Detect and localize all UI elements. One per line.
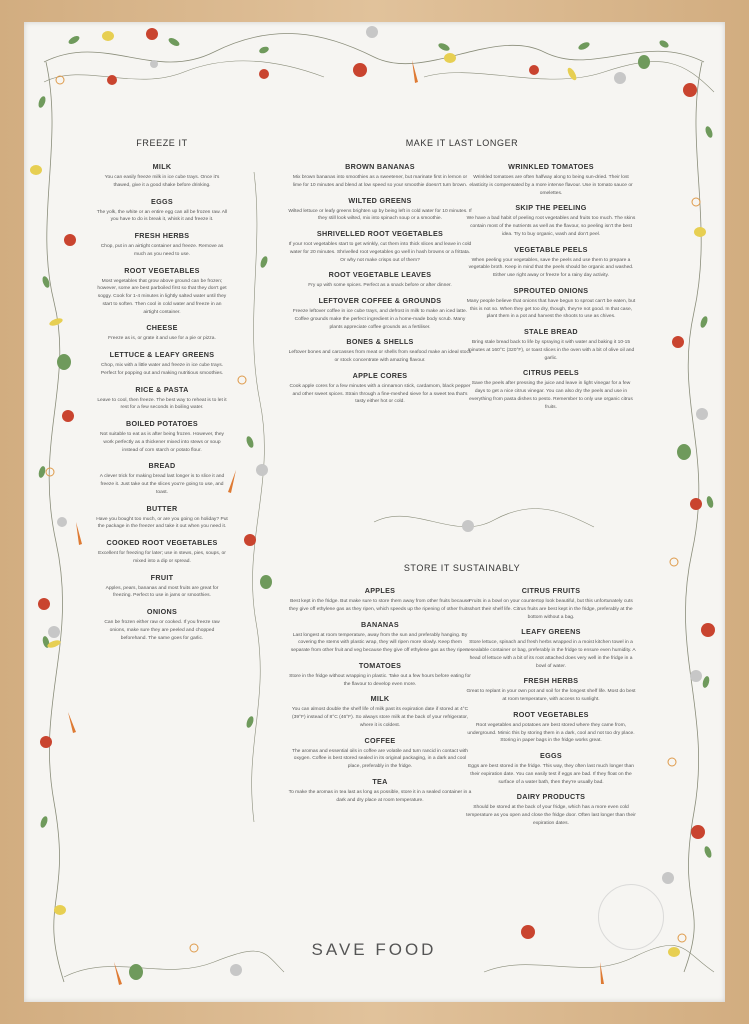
- item-text: Root vegetables and potatoes are best stored where they came from, underground. Mimic this by storing them in a dark, cool and not too dry place. Storing in paper bags in the fridge works great.: [467, 722, 635, 744]
- info-item: [96, 197, 228, 225]
- item-title: TOMATOES: [358, 660, 402, 670]
- info-item: [96, 573, 228, 601]
- info-item: [96, 419, 228, 454]
- info-item: [288, 337, 472, 365]
- item-title: WRINKLED TOMATOES: [508, 162, 594, 171]
- item-title: BUTTER: [146, 503, 178, 513]
- item-title: SHRIVELLED ROOT VEGETABLES: [316, 229, 444, 238]
- item-title: COFFEE: [364, 735, 396, 745]
- info-item: [466, 162, 636, 197]
- info-item: [288, 162, 472, 190]
- item-text: Many people believe that onions that have begun to sprout can't be eaten, but this is not so. When they get too dry, though, they're not good. In that case, plant them in a pot and harvest the shoots to use as chives.: [466, 298, 636, 320]
- info-item: [466, 676, 636, 704]
- item-title: RICE & PASTA: [135, 384, 189, 394]
- info-item: [466, 368, 636, 411]
- item-text: Fruits in a bowl on your countertop look beautiful, but this unfortunately cuts short their shelf life. Citrus fruits are best kept in the fridge, preferably at the bottom without a bag.: [469, 599, 633, 620]
- item-text: Store lettuce, spinach and fresh herbs wrapped in a moist kitchen towel in a resealable container or bag, preferably in the fridge to ensure even humidity. A head of lettuce with a bit of its root attached does very well in the fridge in a bowl of water.: [466, 640, 636, 669]
- item-title: BANANAS: [360, 619, 400, 629]
- info-item: [288, 229, 472, 264]
- item-title: LETTUCE & LEAFY GREENS: [109, 350, 215, 359]
- item-title: STALE BREAD: [524, 327, 578, 336]
- info-item: [96, 231, 228, 259]
- info-item: [288, 586, 472, 614]
- info-item: [288, 736, 472, 771]
- info-item: [96, 162, 228, 190]
- item-text: Fry up with some spices. Perfect as a snack before or after dinner.: [308, 283, 452, 289]
- item-title: ROOT VEGETABLE LEAVES: [328, 270, 432, 280]
- item-text: When peeling your vegetables, save the peels and use them to prepare a vegetable broth. Keep in mind that the peels should be organic and washed. Either use right away or freeze for a rainy day activity.: [468, 257, 634, 278]
- item-text: You can almost double the shelf life of milk past its expiration date if stored at 4°C (39°F) instead of 8°C (46°F). So always store milk at the back of your refrigerator, where it is coldest.: [291, 707, 469, 728]
- item-text: If your root vegetables start to get wrinkly, cut them into thick slices and leave in cold water for 20 minutes. Shrivelled root vegetables go well in hash browns or a frittata. Or why not make crisps out of them?: [288, 242, 472, 263]
- item-text: Store in the fridge without wrapping in plastic. Take out a few hours before eating for the flavour to develop even more.: [289, 673, 471, 687]
- item-text: The yolk, the white or an entire egg can all be frozen raw. All you have to do is break it, whisk it and freeze it.: [96, 209, 228, 223]
- info-item: [466, 203, 636, 238]
- item-text: Wilted lettuce or leafy greens brighten up by being left in cold water for 10 minutes. If they still look wilted, mix into spinach soup or a smoothie.: [288, 208, 472, 222]
- info-item: [466, 245, 636, 280]
- info-item: [96, 350, 228, 378]
- item-title: MILK: [370, 694, 390, 704]
- info-item: [288, 661, 472, 689]
- item-text: Apples, pears, bananas and most fruits are great for freezing. Perfect to use in jams or smoothies.: [105, 585, 219, 599]
- item-text: Save the peels after pressing the juice and leave in light vinegar for a few days to get a nice citrus vinegar. You can also dry the peels and use in everything from pasta dishes to pesto. Remember to only use organic citrus fruits.: [469, 381, 633, 410]
- item-text: Freeze as is, or grate it and use for a pie or pizza.: [108, 336, 216, 342]
- item-text: Bring stale bread back to life by spraying it with water and baking it 10-15 minutes at 160°C (320°F), or toast slices in the oven with a bit of olive oil and garlic.: [467, 340, 635, 361]
- item-title: ROOT VEGETABLES: [124, 265, 200, 275]
- item-text: Great to replant in your own pot and soil for the longest shelf life. Most do best at room temperature, with access to sunlight.: [466, 689, 636, 702]
- item-title: FRESH HERBS: [134, 231, 190, 240]
- store-it-sustainably-left-column: [288, 586, 472, 810]
- info-item: [466, 286, 636, 321]
- item-text: Not suitable to eat as is after being frozen. However, they work perfectly as a thickener mixed into stews or soup instead of corn starch or potato flour.: [100, 432, 224, 453]
- item-title: ROOT VEGETABLES: [513, 709, 589, 719]
- item-text: Leftover bones and carcasses from meat or shells from seafood make an ideal stock or stock concentrate with amazing flavour.: [288, 350, 472, 363]
- info-item: [96, 385, 228, 413]
- info-item: [96, 266, 228, 317]
- item-title: EGGS: [151, 196, 173, 206]
- embossed-stamp: [598, 884, 664, 950]
- info-item: [96, 323, 228, 343]
- freeze-it-heading: FREEZE IT: [136, 138, 188, 148]
- item-text: Can be frozen either raw or cooked. If you freeze raw onions, make sure they are peeled and chopped beforehand. The same goes for garlic.: [104, 620, 220, 641]
- store-it-sustainably-right-column: [466, 586, 636, 834]
- info-item: [288, 371, 472, 406]
- item-title: VEGETABLE PEELS: [514, 244, 588, 254]
- info-item: [96, 504, 228, 532]
- info-item: [288, 777, 472, 805]
- item-text: We have a bad habit of peeling root vegetables and fruits too much. The skins contain most of the nutrients as well as the flavour, so peeling isn't the best idea. Try to buy organic, wash and don't peel.: [466, 216, 636, 237]
- item-text: A clever trick for making bread last longer is to slice it and freeze it. Just take out the slices you're going to use, and toast.: [99, 474, 225, 495]
- item-title: CHEESE: [146, 323, 178, 333]
- info-item: [288, 694, 472, 729]
- item-title: BOILED POTATOES: [126, 419, 198, 428]
- info-item: [466, 327, 636, 362]
- item-text: Have you bought too much, or are you going on holiday? Put the package in the freezer and take it out when you need it.: [96, 516, 228, 530]
- item-title: APPLE CORES: [352, 370, 408, 380]
- item-title: WILTED GREENS: [348, 195, 412, 205]
- item-title: APPLES: [364, 586, 396, 595]
- item-title: LEFTOVER COFFEE & GROUNDS: [318, 296, 442, 305]
- item-text: Cook apple cores for a few minutes with a cinnamon stick, cardamom, black pepper and other sweet spices. Strain through a fine-meshed sieve for a sweet tea that's tasty either hot or cold.: [289, 383, 471, 405]
- item-title: CITRUS FRUITS: [521, 586, 581, 595]
- item-text: Eggs are best stored in the fridge. This way, they often last much longer than their expiration date. You can easily test if eggs are bad. If they float on the surface of a water bath, then they're usually bad.: [468, 764, 634, 785]
- item-title: SKIP THE PEELING: [515, 203, 587, 213]
- item-title: BREAD: [148, 461, 176, 471]
- make-it-last-longer-right-column: [466, 162, 636, 417]
- item-title: LEAFY GREENS: [521, 627, 581, 637]
- item-title: DAIRY PRODUCTS: [516, 792, 586, 802]
- make-it-last-longer-left-column: [288, 162, 472, 412]
- info-item: [288, 270, 472, 290]
- item-text: Freeze leftover coffee in ice cube trays, and defrost in milk to make an iced latte. Coffee grounds make the perfect ingredient in a home-made body scrub. Many plants appreciate coffee grounds as a fertiliser.: [292, 309, 468, 330]
- item-title: BONES & SHELLS: [346, 337, 414, 347]
- item-text: Leave to cool, then freeze. The best way to reheat is to let it rest for a few seconds in boiling water.: [97, 397, 227, 411]
- poster: [24, 22, 725, 1002]
- item-text: Last longest at room temperature, away from the sun and preferably hanging. By covering the stems with plastic wrap, they will ripen more slowly. Keep them separate from other fruit and veg because they give off ethylene gas as they ripen.: [290, 632, 470, 653]
- item-title: SPROUTED ONIONS: [513, 285, 589, 295]
- item-text: To make the aromas in tea last as long as possible, store it in a sealed container in a dark and dry place at room temperature.: [288, 789, 472, 803]
- item-title: COOKED ROOT VEGETABLES: [106, 538, 218, 547]
- item-text: Excellent for freezing for later; use in stews, pies, soups, or mixed into a dip or spread.: [98, 551, 226, 564]
- info-item: [288, 620, 472, 655]
- item-text: Wrinkled tomatoes are often halfway along to being sun-dried. Their lost elasticity is compensated by a more intense flavour. Use in tomato sauce or omelettes.: [469, 175, 633, 196]
- item-title: BROWN BANANAS: [345, 162, 415, 171]
- info-item: [96, 607, 228, 642]
- info-item: [96, 461, 228, 496]
- item-title: EGGS: [540, 751, 562, 760]
- item-title: TEA: [372, 776, 388, 786]
- info-item: [96, 538, 228, 566]
- item-title: FRUIT: [150, 572, 174, 582]
- item-title: ONIONS: [146, 607, 178, 616]
- store-it-sustainably-heading: STORE IT SUSTAINABLY: [403, 563, 521, 573]
- item-text: Should be stored at the back of your fridge, which has a more even cold temperature as you open and close the fridge door. Often last longer than their expiration dates.: [466, 805, 636, 826]
- item-title: MILK: [152, 162, 172, 171]
- info-item: [466, 627, 636, 670]
- item-text: Mix brown bananas into smoothies as a sweetener, but marinate first in lemon or lime for 10 minutes and blend at low speed so your smoothie doesn't turn brown.: [292, 175, 468, 188]
- info-item: [466, 792, 636, 827]
- item-title: FRESH HERBS: [523, 676, 579, 686]
- info-item: [466, 710, 636, 745]
- item-text: Most vegetables that grow above ground can be frozen; however, some are best parboiled first so that they don't get soggy. Cook for 1-4 minutes in lightly salted water until they start to soften. Then cool in cold water and freeze in an airtight container.: [97, 278, 227, 315]
- info-item: [288, 296, 472, 331]
- freeze-it-column: [96, 162, 228, 649]
- item-text: Chop, put in an airtight container and freeze. Remove as much as you need to use.: [100, 244, 224, 257]
- item-text: You can easily freeze milk in ice cube trays. Once it's thawed, give it a good shake before drinking.: [104, 175, 220, 188]
- item-text: Best kept in the fridge. But make sure to store them away from other fruits because they give off ethylene gas as they ripen, which speeds up the ripening of other fruits.: [288, 599, 472, 612]
- item-text: The aromas and essential oils in coffee are volatile and turn rancid in contact with oxygen. Coffee is best stored sealed in its original packaging, in a dark and cool place, preferably in the fridge.: [291, 748, 469, 769]
- poster-title: SAVE FOOD: [311, 940, 437, 959]
- info-item: [288, 196, 472, 224]
- item-text: Chop, mix with a little water and freeze in ice cube trays. Perfect for popping out and making nutritious smoothies.: [100, 363, 224, 376]
- info-item: [466, 751, 636, 786]
- item-title: CITRUS PEELS: [523, 368, 579, 378]
- make-it-last-longer-heading: MAKE IT LAST LONGER: [405, 138, 519, 148]
- info-item: [466, 586, 636, 621]
